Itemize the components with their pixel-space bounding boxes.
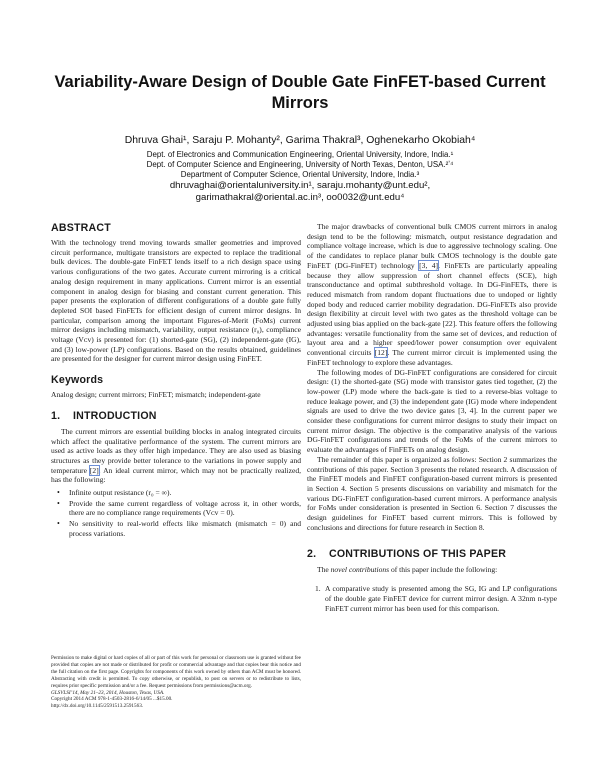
body-paragraph: [307, 222, 557, 368]
permission-text: Permission to make digital or hard copies of all or part of this work for personal or classroom use is granted without fee provided that copies are not made or distributed for profit or commercial advantage and that copies bear this notice and the full citation on the first page. Copyrights for components of this work owned by others than ACM must be honored. Abstracting with credit is permitted. To copy otherwise, or republish, to post on servers or to redistribute to lists, requires prior specific permission and/or a fee. Request permissions from permissions@acm.org.: [51, 655, 301, 689]
section-number: 1.: [51, 409, 61, 422]
contributions-list: [307, 584, 557, 613]
citation-link[interactable]: [3, 4]: [419, 260, 439, 270]
emphasis-text: novel contributions: [330, 564, 390, 574]
body-text: The: [317, 564, 331, 574]
list-item-text: A comparative study is presented among the SG, IG and LP configurations of the double gate FinFET device for current mirror design. A 32nm n-type FinFET current mirror has been used for this comparison.: [325, 584, 557, 613]
citation-link[interactable]: [12]: [374, 348, 388, 358]
keywords-heading: Keywords: [51, 374, 104, 387]
abstract-heading: ABSTRACT: [51, 222, 111, 234]
affiliations: [30, 150, 570, 179]
email-line: garimathakral@oriental.ac.in³, oo0032@unt.edu⁴: [195, 192, 405, 203]
abstract-text: With the technology trend moving towards smaller geometries and improved circuit performance, multigate transistors are expected to replace the traditional bulk devices. The double-gate FinFET lends itself to a rich design space using various configurations of the two gates. Accurate current mirroring is a critical analog design requirement in many applications. Current mirror is an essential component in analog design for biasing and constant current generation. This paper presents the exploration of different configurations of a double gate fully depleted SOI based FinFETs for efficient design of current mirror designs. In particular, comparison among the important Figures-of-Merit (FoMs) current mirror designs including mismatch, variability, output resistance (r₀), compliance voltage (Vᴄᴠ) is presented for: (1) shorted-gate (SG), (2) independent-gate (IG), and (3) low-power (LP) configurations. Based on the results obtained, guidelines are presented for the designer for current mirror design using FinFET.: [51, 238, 301, 364]
body-text: of this paper include the following:: [389, 564, 498, 574]
citation-link[interactable]: [2]: [89, 465, 99, 475]
body-paragraph: The remainder of this paper is organized as follows: Section 2 summarizes the contributions of this paper. Section 3 presents the related research. A discussion of the FinFET models and FinFET configuration-based current mirrors is presented in Section 4. Section 5 presents discussions on variability and mismatch for the various DG-FinFET configuration-based current mirrors. A performance analysis for FoMs under consideration is presented in Section 6. Section 7 discusses the design guidelines for FinFET based current mirrors. This is followed by conclusions and directions for future research in Section 8.: [307, 454, 557, 532]
keywords-text: Analog design; current mirrors; FinFET; mismatch; independent-gate: [51, 390, 261, 400]
list-item: [307, 584, 557, 613]
author-emails: [30, 180, 570, 204]
intro-text: . An ideal current mirror, which may not be practically realized, has the following:: [51, 465, 301, 485]
body-text: . The current mirror circuit is implemented using the FinFET technology to explore these advantages.: [307, 348, 558, 367]
conference-line: GLSVLSI’14, May 21–23, 2014, Houston, Texas, USA.: [51, 689, 165, 696]
intro-text: The current mirrors are essential building blocks in analog integrated circuits which affect the qualitative performance of the system. The current mirrors are used as active loads as they offer high impedance. They are also used as biasing structures as they provide better tolerance to the variations in power supply and temperature: [51, 426, 301, 475]
contributions-heading: [307, 548, 557, 561]
list-marker: 1.: [315, 584, 321, 594]
ideal-mirror-list: [51, 488, 301, 539]
list-item: • No sensitivity to real-world effects like mismatch (mismatch = 0) and process variations.: [51, 519, 301, 538]
body-paragraph: The following modes of DG-FinFET configurations are considered for circuit design: (1) the shorted-gate (SG) mode with transistor gates tied together, (2) the low-power (LP) mode where the back-gate is tied to a reverse-bias voltage to reduce leakage power, and (3) the independent gate (IG) mode where independent signals are used to drive the two device gates [3, 4]. In the current paper we consider these configurations for current mirror designs to study their impact on current mirror design. The objective is the comparative analysis of the various DG-FinFET configurations and trends of the FoMs of the current mirrors to evaluate the advantages of FinFETs on analog design.: [307, 367, 557, 455]
left-column: [51, 222, 301, 540]
author-list: Dhruva Ghai¹, Saraju P. Mohanty², Garima Thakral³, Oghenekarho Okobiah⁴: [124, 135, 476, 146]
paper-title: Variability-Aware Design of Double Gate FinFET-based Current Mirrors: [54, 73, 546, 112]
permission-block: [51, 655, 301, 710]
affiliation-line: Department of Computer Science, Oriental University, Indore, India.³: [180, 169, 420, 179]
email-line: dhruvaghai@orientaluniversity.in¹, saraju.mohanty@unt.edu²,: [169, 180, 431, 191]
right-column: [307, 222, 557, 613]
section-number: 2.: [307, 547, 317, 560]
introduction-heading: [51, 410, 301, 423]
copyright-line: Copyright 2014 ACM 978-1-4503-2816-6/14/05 ...$15.00.: [51, 696, 173, 703]
affiliation-line: Dept. of Computer Science and Engineering, University of North Texas, Denton, USA.²ʼ⁴: [146, 159, 454, 169]
list-item: • Provide the same current regardless of voltage across it, in other words, there are no compliance range requirements (Vᴄᴠ = 0).: [51, 499, 301, 518]
affiliation-line: Dept. of Electronics and Communication Engineering, Oriental University, Indore, India.¹: [146, 150, 454, 159]
body-text: . FinFETs are particularly appealing because they allow suppression of short channel effects (SCE), high transconductance and optimal subthreshold voltage. In DG-FinFETs, there is reduced mismatch from random dopant fluctuations due to undoped or lightly doped body and reduced carrier mobility degradation. DG-FinFETs also provide design flexibility at circuit level with two gates as the threshold voltage can be adjusted using bias applied on the back-gate [22]. This feature offers the following advantages: versatile functionality from the same set of devices, and reduction of layout area and a higher speed/lower power consumption over equivalent conventional circuits: [307, 260, 557, 358]
contributions-intro: [307, 565, 557, 575]
list-item: • Infinite output resistance (r₀ = ∞).: [51, 488, 301, 498]
intro-paragraph: [51, 427, 301, 485]
section-title: INTRODUCTION: [73, 409, 157, 422]
section-title: CONTRIBUTIONS OF THIS PAPER: [329, 547, 507, 560]
doi-line: http://dx.doi.org/10.1145/2591513.2591563.: [51, 703, 144, 710]
body-text: The major drawbacks of conventional bulk CMOS current mirrors in analog design tend to be the following: mismatch, output resistance degradation and compliance voltage increase, which is due to aggressive technology scaling. One of the candidates to replace planar bulk CMOS technology is the double gate FinFET (DG-FinFET) technology: [307, 222, 557, 270]
